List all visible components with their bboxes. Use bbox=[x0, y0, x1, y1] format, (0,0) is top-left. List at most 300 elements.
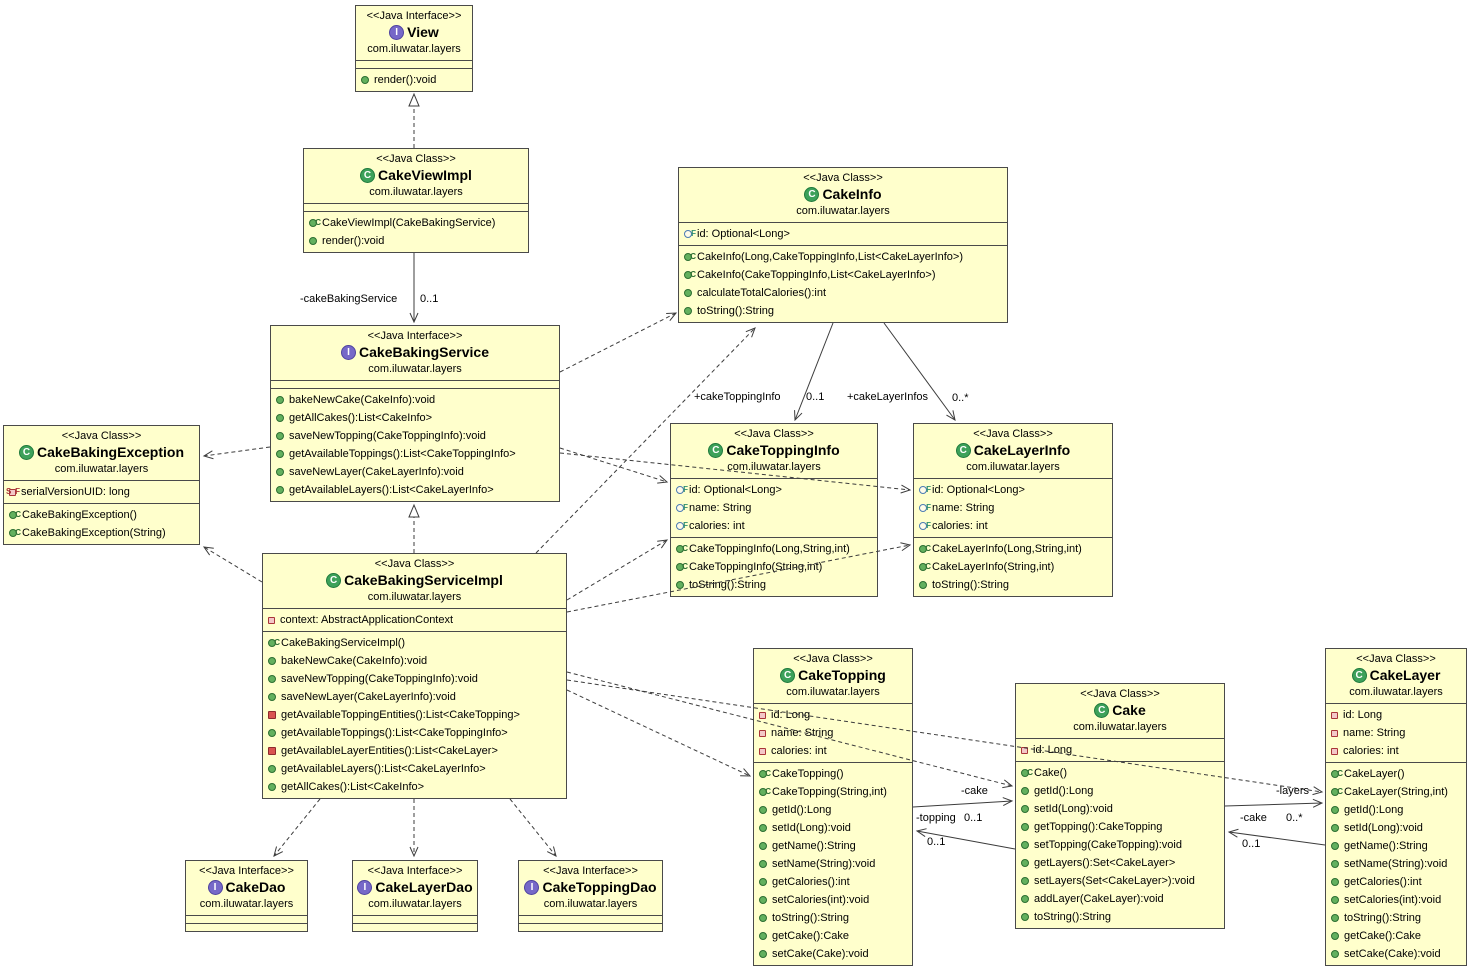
constructor-icon bbox=[1331, 770, 1339, 778]
interface-icon: I bbox=[389, 25, 404, 40]
public-method-icon bbox=[276, 432, 284, 440]
method-row bbox=[754, 945, 912, 963]
method-row bbox=[754, 927, 912, 945]
edge-label: 0..1 bbox=[806, 391, 825, 403]
public-method-icon bbox=[1021, 895, 1029, 903]
field-row bbox=[671, 499, 877, 517]
static-final-field-icon bbox=[9, 489, 16, 496]
class-box-cakelayer[interactable] bbox=[1325, 648, 1467, 966]
public-method-icon bbox=[1331, 914, 1339, 922]
dependency-cakebakingserviceimpl-cakebakingexception bbox=[204, 547, 262, 582]
method-text: render():void bbox=[322, 235, 385, 247]
methods-compartment bbox=[271, 388, 559, 501]
final-field-icon bbox=[919, 522, 927, 530]
method-text: toString():String bbox=[772, 912, 850, 924]
method-row bbox=[1326, 801, 1466, 819]
method-row bbox=[679, 248, 1007, 266]
class-name-text: CakeBakingService bbox=[359, 344, 489, 360]
public-method-icon bbox=[1331, 806, 1339, 814]
field-text: name: String bbox=[771, 727, 834, 739]
method-text: CakeBakingException(String) bbox=[22, 527, 166, 539]
method-row bbox=[679, 302, 1007, 320]
method-row bbox=[754, 819, 912, 837]
public-method-icon bbox=[759, 914, 767, 922]
edge-label: +cakeToppingInfo bbox=[694, 391, 781, 403]
fields-compartment bbox=[4, 480, 199, 503]
method-row bbox=[1016, 818, 1224, 836]
field-row bbox=[1326, 724, 1466, 742]
fields-compartment bbox=[304, 203, 528, 211]
class-name bbox=[306, 166, 526, 185]
public-method-icon bbox=[676, 581, 684, 589]
public-method-icon bbox=[1331, 824, 1339, 832]
method-text: CakeViewImpl(CakeBakingService) bbox=[322, 217, 496, 229]
method-row bbox=[263, 634, 566, 652]
public-method-icon bbox=[361, 76, 369, 84]
class-header bbox=[1326, 649, 1466, 703]
class-box-cakebakingexception[interactable] bbox=[3, 425, 200, 545]
field-text: id: Long bbox=[1343, 709, 1383, 721]
method-text: setId(Long):void bbox=[1344, 822, 1423, 834]
method-row bbox=[1016, 764, 1224, 782]
stereotype-label: <<Java Class>> bbox=[734, 428, 814, 440]
field-text: calories: int bbox=[1343, 745, 1399, 757]
private-field-icon bbox=[1331, 730, 1338, 737]
method-row bbox=[671, 540, 877, 558]
method-row bbox=[271, 427, 559, 445]
fields-compartment bbox=[1016, 738, 1224, 761]
method-text: saveNewTopping(CakeToppingInfo):void bbox=[281, 673, 478, 685]
private-method-icon bbox=[268, 711, 276, 719]
method-row bbox=[1326, 837, 1466, 855]
class-header bbox=[671, 424, 877, 478]
method-text: CakeToppingInfo(String,int) bbox=[689, 561, 823, 573]
method-row bbox=[1326, 783, 1466, 801]
method-text: toString():String bbox=[689, 579, 767, 591]
class-icon: C bbox=[1352, 668, 1367, 683]
method-row bbox=[671, 576, 877, 594]
interface-icon: I bbox=[208, 880, 223, 895]
method-row bbox=[304, 214, 528, 232]
public-method-icon bbox=[759, 860, 767, 868]
public-method-icon bbox=[759, 932, 767, 940]
class-header bbox=[914, 424, 1112, 478]
final-field-icon bbox=[676, 522, 684, 530]
method-row bbox=[1326, 855, 1466, 873]
method-text: CakeLayerInfo(Long,String,int) bbox=[932, 543, 1082, 555]
methods-compartment bbox=[679, 245, 1007, 322]
package-label: com.iluwatar.layers bbox=[367, 43, 461, 55]
method-text: toString():String bbox=[697, 305, 775, 317]
class-header bbox=[519, 861, 662, 915]
method-row bbox=[1326, 927, 1466, 945]
fields-compartment bbox=[271, 380, 559, 388]
field-text: name: String bbox=[689, 502, 752, 514]
public-method-icon bbox=[276, 468, 284, 476]
method-text: CakeTopping() bbox=[772, 768, 844, 780]
class-icon: C bbox=[708, 443, 723, 458]
fields-compartment bbox=[754, 703, 912, 762]
public-method-icon bbox=[919, 581, 927, 589]
method-text: CakeLayer() bbox=[1344, 768, 1405, 780]
stereotype-label: <<Java Class>> bbox=[376, 153, 456, 165]
method-row bbox=[1326, 819, 1466, 837]
class-header bbox=[353, 861, 477, 915]
class-name bbox=[756, 666, 910, 685]
package-label: com.iluwatar.layers bbox=[1073, 721, 1167, 733]
field-text: id: Long bbox=[1033, 744, 1073, 756]
final-field-icon bbox=[676, 504, 684, 512]
class-name bbox=[681, 185, 1005, 204]
field-text: id: Optional<Long> bbox=[689, 484, 782, 496]
method-row bbox=[1326, 873, 1466, 891]
class-box-view[interactable] bbox=[355, 5, 473, 92]
method-text: CakeLayerInfo(String,int) bbox=[932, 561, 1055, 573]
package-label: com.iluwatar.layers bbox=[369, 186, 463, 198]
method-text: getCake():Cake bbox=[1344, 930, 1422, 942]
constructor-icon bbox=[9, 529, 17, 537]
method-row bbox=[271, 409, 559, 427]
fields-compartment bbox=[353, 915, 477, 923]
method-text: setName(String):void bbox=[772, 858, 876, 870]
dependency-cakebakingserviceimpl-caketoppingdao bbox=[510, 799, 556, 856]
field-row bbox=[671, 517, 877, 535]
public-method-icon bbox=[759, 878, 767, 886]
public-method-icon bbox=[1331, 896, 1339, 904]
class-name-text: CakeBakingException bbox=[36, 444, 185, 460]
stereotype-label: <<Java Class>> bbox=[803, 172, 883, 184]
methods-compartment bbox=[4, 503, 199, 544]
field-text: calories: int bbox=[771, 745, 827, 757]
constructor-icon bbox=[919, 545, 927, 553]
methods-compartment bbox=[186, 923, 307, 931]
public-method-icon bbox=[268, 765, 276, 773]
method-row bbox=[1326, 945, 1466, 963]
method-row bbox=[1016, 782, 1224, 800]
method-row bbox=[271, 445, 559, 463]
public-method-icon bbox=[1021, 841, 1029, 849]
field-row bbox=[914, 499, 1112, 517]
fields-compartment bbox=[679, 222, 1007, 245]
class-header bbox=[356, 6, 472, 60]
constructor-icon bbox=[1331, 788, 1339, 796]
fields-compartment bbox=[519, 915, 662, 923]
field-row bbox=[754, 742, 912, 760]
public-method-icon bbox=[268, 675, 276, 683]
public-method-icon bbox=[1331, 860, 1339, 868]
method-row bbox=[263, 778, 566, 796]
edge-label: +cakeLayerInfos bbox=[847, 391, 929, 403]
class-header bbox=[304, 149, 528, 203]
class-icon: C bbox=[360, 168, 375, 183]
method-text: CakeInfo(CakeToppingInfo,List<CakeLayerInfo>) bbox=[697, 269, 936, 281]
class-box-cakebakingservice[interactable] bbox=[270, 325, 560, 502]
methods-compartment bbox=[1016, 761, 1224, 928]
method-row bbox=[1326, 765, 1466, 783]
field-row bbox=[754, 706, 912, 724]
stereotype-label: <<Java Class>> bbox=[374, 558, 455, 570]
stereotype-label: <<Java Interface>> bbox=[366, 10, 462, 22]
method-text: CakeBakingException() bbox=[22, 509, 137, 521]
method-row bbox=[263, 688, 566, 706]
method-text: getAvailableToppings():List<CakeToppingInfo> bbox=[281, 727, 508, 739]
fields-compartment bbox=[671, 478, 877, 537]
method-row bbox=[1016, 872, 1224, 890]
class-name-text: CakeLayer bbox=[1369, 667, 1441, 683]
method-row bbox=[4, 506, 199, 524]
final-field-icon bbox=[919, 504, 927, 512]
method-text: setTopping(CakeTopping):void bbox=[1034, 839, 1182, 851]
field-text: calories: int bbox=[689, 520, 745, 532]
public-method-icon bbox=[684, 307, 692, 315]
method-row bbox=[271, 481, 559, 499]
methods-compartment bbox=[356, 68, 472, 91]
field-row bbox=[679, 225, 1007, 243]
method-text: setLayers(Set<CakeLayer>):void bbox=[1034, 875, 1195, 887]
association-caketopping-cake bbox=[913, 801, 1012, 807]
method-row bbox=[1016, 908, 1224, 926]
stereotype-label: <<Java Class>> bbox=[1356, 653, 1436, 665]
public-method-icon bbox=[759, 896, 767, 904]
fields-compartment bbox=[356, 60, 472, 68]
method-text: getAvailableLayerEntities():List<CakeLayer> bbox=[281, 745, 498, 757]
class-icon: C bbox=[1094, 703, 1109, 718]
package-label: com.iluwatar.layers bbox=[199, 898, 294, 910]
method-row bbox=[1016, 854, 1224, 872]
methods-compartment bbox=[353, 923, 477, 931]
public-method-icon bbox=[684, 289, 692, 297]
field-text: id: Optional<Long> bbox=[697, 228, 790, 240]
class-icon: C bbox=[804, 187, 819, 202]
method-text: getName():String bbox=[772, 840, 856, 852]
fields-compartment bbox=[263, 608, 566, 631]
final-field-icon bbox=[676, 486, 684, 494]
methods-compartment bbox=[914, 537, 1112, 596]
public-method-icon bbox=[268, 693, 276, 701]
field-row bbox=[754, 724, 912, 742]
final-field-icon bbox=[684, 230, 692, 238]
method-row bbox=[263, 670, 566, 688]
class-header bbox=[4, 426, 199, 480]
method-row bbox=[271, 463, 559, 481]
field-row bbox=[914, 481, 1112, 499]
method-text: toString():String bbox=[1034, 911, 1112, 923]
constructor-icon bbox=[676, 563, 684, 571]
method-row bbox=[304, 232, 528, 250]
association-cakeinfo-cakelayerinfo bbox=[884, 323, 955, 420]
fields-compartment bbox=[914, 478, 1112, 537]
dependency-cakebakingservice-caketoppinginfo bbox=[560, 448, 667, 482]
method-text: toString():String bbox=[1344, 912, 1422, 924]
method-row bbox=[263, 742, 566, 760]
field-text: id: Long bbox=[771, 709, 811, 721]
method-text: getId():Long bbox=[772, 804, 832, 816]
public-method-icon bbox=[1331, 842, 1339, 850]
class-name bbox=[358, 23, 470, 42]
class-box-caketoppinginfo[interactable] bbox=[670, 423, 878, 597]
edge-label: 0..1 bbox=[420, 293, 439, 305]
method-row bbox=[914, 540, 1112, 558]
method-row bbox=[914, 558, 1112, 576]
method-text: render():void bbox=[374, 74, 437, 86]
package-label: com.iluwatar.layers bbox=[54, 463, 149, 475]
method-text: setCalories(int):void bbox=[1344, 894, 1442, 906]
method-row bbox=[671, 558, 877, 576]
method-row bbox=[679, 284, 1007, 302]
public-method-icon bbox=[1331, 950, 1339, 958]
constructor-icon bbox=[759, 770, 767, 778]
method-row bbox=[1326, 909, 1466, 927]
dependency-cakebakingservice-cakebakingexception bbox=[204, 447, 270, 456]
public-method-icon bbox=[759, 950, 767, 958]
stereotype-label: <<Java Class>> bbox=[61, 430, 142, 442]
class-name bbox=[188, 878, 305, 897]
class-name-text: View bbox=[407, 24, 439, 40]
public-method-icon bbox=[1021, 859, 1029, 867]
methods-compartment bbox=[304, 211, 528, 252]
class-box-caketoppingdao[interactable] bbox=[518, 860, 663, 932]
class-name bbox=[1018, 701, 1222, 720]
method-text: CakeToppingInfo(Long,String,int) bbox=[689, 543, 850, 555]
field-row bbox=[1326, 742, 1466, 760]
class-name bbox=[1328, 666, 1464, 685]
package-label: com.iluwatar.layers bbox=[368, 898, 462, 910]
constructor-icon bbox=[676, 545, 684, 553]
package-label: com.iluwatar.layers bbox=[796, 205, 890, 217]
edge-label: -topping bbox=[916, 812, 956, 824]
method-row bbox=[754, 765, 912, 783]
interface-icon: I bbox=[524, 880, 539, 895]
class-box-cakedao[interactable] bbox=[185, 860, 308, 932]
stereotype-label: <<Java Interface>> bbox=[543, 865, 638, 877]
field-text: context: AbstractApplicationContext bbox=[280, 614, 454, 626]
package-label: com.iluwatar.layers bbox=[727, 461, 821, 473]
methods-compartment bbox=[671, 537, 877, 596]
method-text: saveNewLayer(CakeLayerInfo):void bbox=[281, 691, 456, 703]
public-method-icon bbox=[1021, 913, 1029, 921]
method-text: saveNewLayer(CakeLayerInfo):void bbox=[289, 466, 464, 478]
class-header bbox=[679, 168, 1007, 222]
stereotype-label: <<Java Class>> bbox=[793, 653, 873, 665]
field-text: id: Optional<Long> bbox=[932, 484, 1025, 496]
method-text: getAvailableToppings():List<CakeToppingInfo> bbox=[289, 448, 516, 460]
public-method-icon bbox=[759, 824, 767, 832]
edge-label: -cakeBakingService bbox=[300, 293, 398, 305]
edge-label: 0..* bbox=[952, 392, 969, 404]
class-box-cake[interactable] bbox=[1015, 683, 1225, 929]
public-method-icon bbox=[759, 842, 767, 850]
constructor-icon bbox=[268, 639, 276, 647]
stereotype-label: <<Java Class>> bbox=[1080, 688, 1160, 700]
package-label: com.iluwatar.layers bbox=[543, 898, 638, 910]
method-row bbox=[1016, 836, 1224, 854]
private-field-icon bbox=[759, 730, 766, 737]
constructor-icon bbox=[684, 271, 692, 279]
class-name-text: CakeDao bbox=[225, 879, 286, 895]
class-box-cakelayerdao[interactable] bbox=[352, 860, 478, 932]
method-text: getAvailableLayers():List<CakeLayerInfo> bbox=[289, 484, 494, 496]
method-text: getTopping():CakeTopping bbox=[1034, 821, 1163, 833]
constructor-icon bbox=[919, 563, 927, 571]
method-row bbox=[356, 71, 472, 89]
constructor-icon bbox=[759, 788, 767, 796]
class-header bbox=[1016, 684, 1224, 738]
dependency-cakebakingserviceimpl-caketoppinginfo bbox=[567, 540, 667, 600]
method-text: Cake() bbox=[1034, 767, 1068, 779]
class-box-caketopping[interactable] bbox=[753, 648, 913, 966]
method-row bbox=[1326, 891, 1466, 909]
class-name-text: CakeViewImpl bbox=[378, 167, 472, 183]
method-text: toString():String bbox=[932, 579, 1010, 591]
class-name-text: CakeToppingDao bbox=[542, 879, 657, 895]
method-text: setId(Long):void bbox=[772, 822, 851, 834]
method-row bbox=[754, 783, 912, 801]
fields-compartment bbox=[186, 915, 307, 923]
class-name bbox=[273, 343, 557, 362]
method-text: getAllCakes():List<CakeInfo> bbox=[289, 412, 433, 424]
class-name-text: CakeLayerInfo bbox=[973, 442, 1071, 458]
method-text: getId():Long bbox=[1344, 804, 1404, 816]
stereotype-label: <<Java Interface>> bbox=[367, 330, 463, 342]
methods-compartment bbox=[1326, 762, 1466, 965]
class-icon: C bbox=[19, 445, 34, 460]
class-box-cakelayerinfo[interactable] bbox=[913, 423, 1113, 597]
private-field-icon bbox=[759, 748, 766, 755]
dependency-cakebakingserviceimpl-cakedao bbox=[274, 799, 320, 856]
edge-label: 0..1 bbox=[1242, 838, 1261, 850]
method-row bbox=[263, 706, 566, 724]
dependency-cakebakingserviceimpl-caketopping bbox=[567, 690, 750, 776]
class-name-text: CakeTopping bbox=[798, 667, 886, 683]
method-text: setCalories(int):void bbox=[772, 894, 870, 906]
method-text: getAvailableLayers():List<CakeLayerInfo> bbox=[281, 763, 486, 775]
public-method-icon bbox=[1331, 878, 1339, 886]
class-box-cakeinfo[interactable] bbox=[678, 167, 1008, 323]
stereotype-label: <<Java Interface>> bbox=[199, 865, 294, 877]
public-method-icon bbox=[268, 729, 276, 737]
fields-compartment bbox=[1326, 703, 1466, 762]
class-icon: C bbox=[326, 573, 341, 588]
package-label: com.iluwatar.layers bbox=[786, 686, 880, 698]
method-text: bakeNewCake(CakeInfo):void bbox=[289, 394, 436, 406]
private-field-icon bbox=[759, 712, 766, 719]
field-row bbox=[4, 483, 199, 501]
method-text: CakeInfo(Long,CakeToppingInfo,List<CakeLayerInfo>) bbox=[697, 251, 964, 263]
constructor-icon bbox=[9, 511, 17, 519]
method-text: getLayers():Set<CakeLayer> bbox=[1034, 857, 1176, 869]
method-text: setCake(Cake):void bbox=[1344, 948, 1441, 960]
class-name-text: CakeToppingInfo bbox=[726, 442, 840, 458]
method-text: addLayer(CakeLayer):void bbox=[1034, 893, 1164, 905]
class-box-cakebakingserviceimpl[interactable] bbox=[262, 553, 567, 799]
method-text: CakeBakingServiceImpl() bbox=[281, 637, 406, 649]
method-text: bakeNewCake(CakeInfo):void bbox=[281, 655, 428, 667]
edge-label: 0..1 bbox=[964, 812, 983, 824]
method-text: calculateTotalCalories():int bbox=[697, 287, 826, 299]
class-box-cakeviewimpl[interactable] bbox=[303, 148, 529, 253]
field-row bbox=[1016, 741, 1224, 759]
method-row bbox=[263, 724, 566, 742]
package-label: com.iluwatar.layers bbox=[368, 363, 462, 375]
public-method-icon bbox=[276, 486, 284, 494]
field-text: name: String bbox=[932, 502, 995, 514]
stereotype-label: <<Java Interface>> bbox=[367, 865, 463, 877]
public-method-icon bbox=[268, 783, 276, 791]
class-name bbox=[355, 878, 475, 897]
private-field-icon bbox=[1021, 747, 1028, 754]
method-text: setId(Long):void bbox=[1034, 803, 1113, 815]
method-row bbox=[914, 576, 1112, 594]
